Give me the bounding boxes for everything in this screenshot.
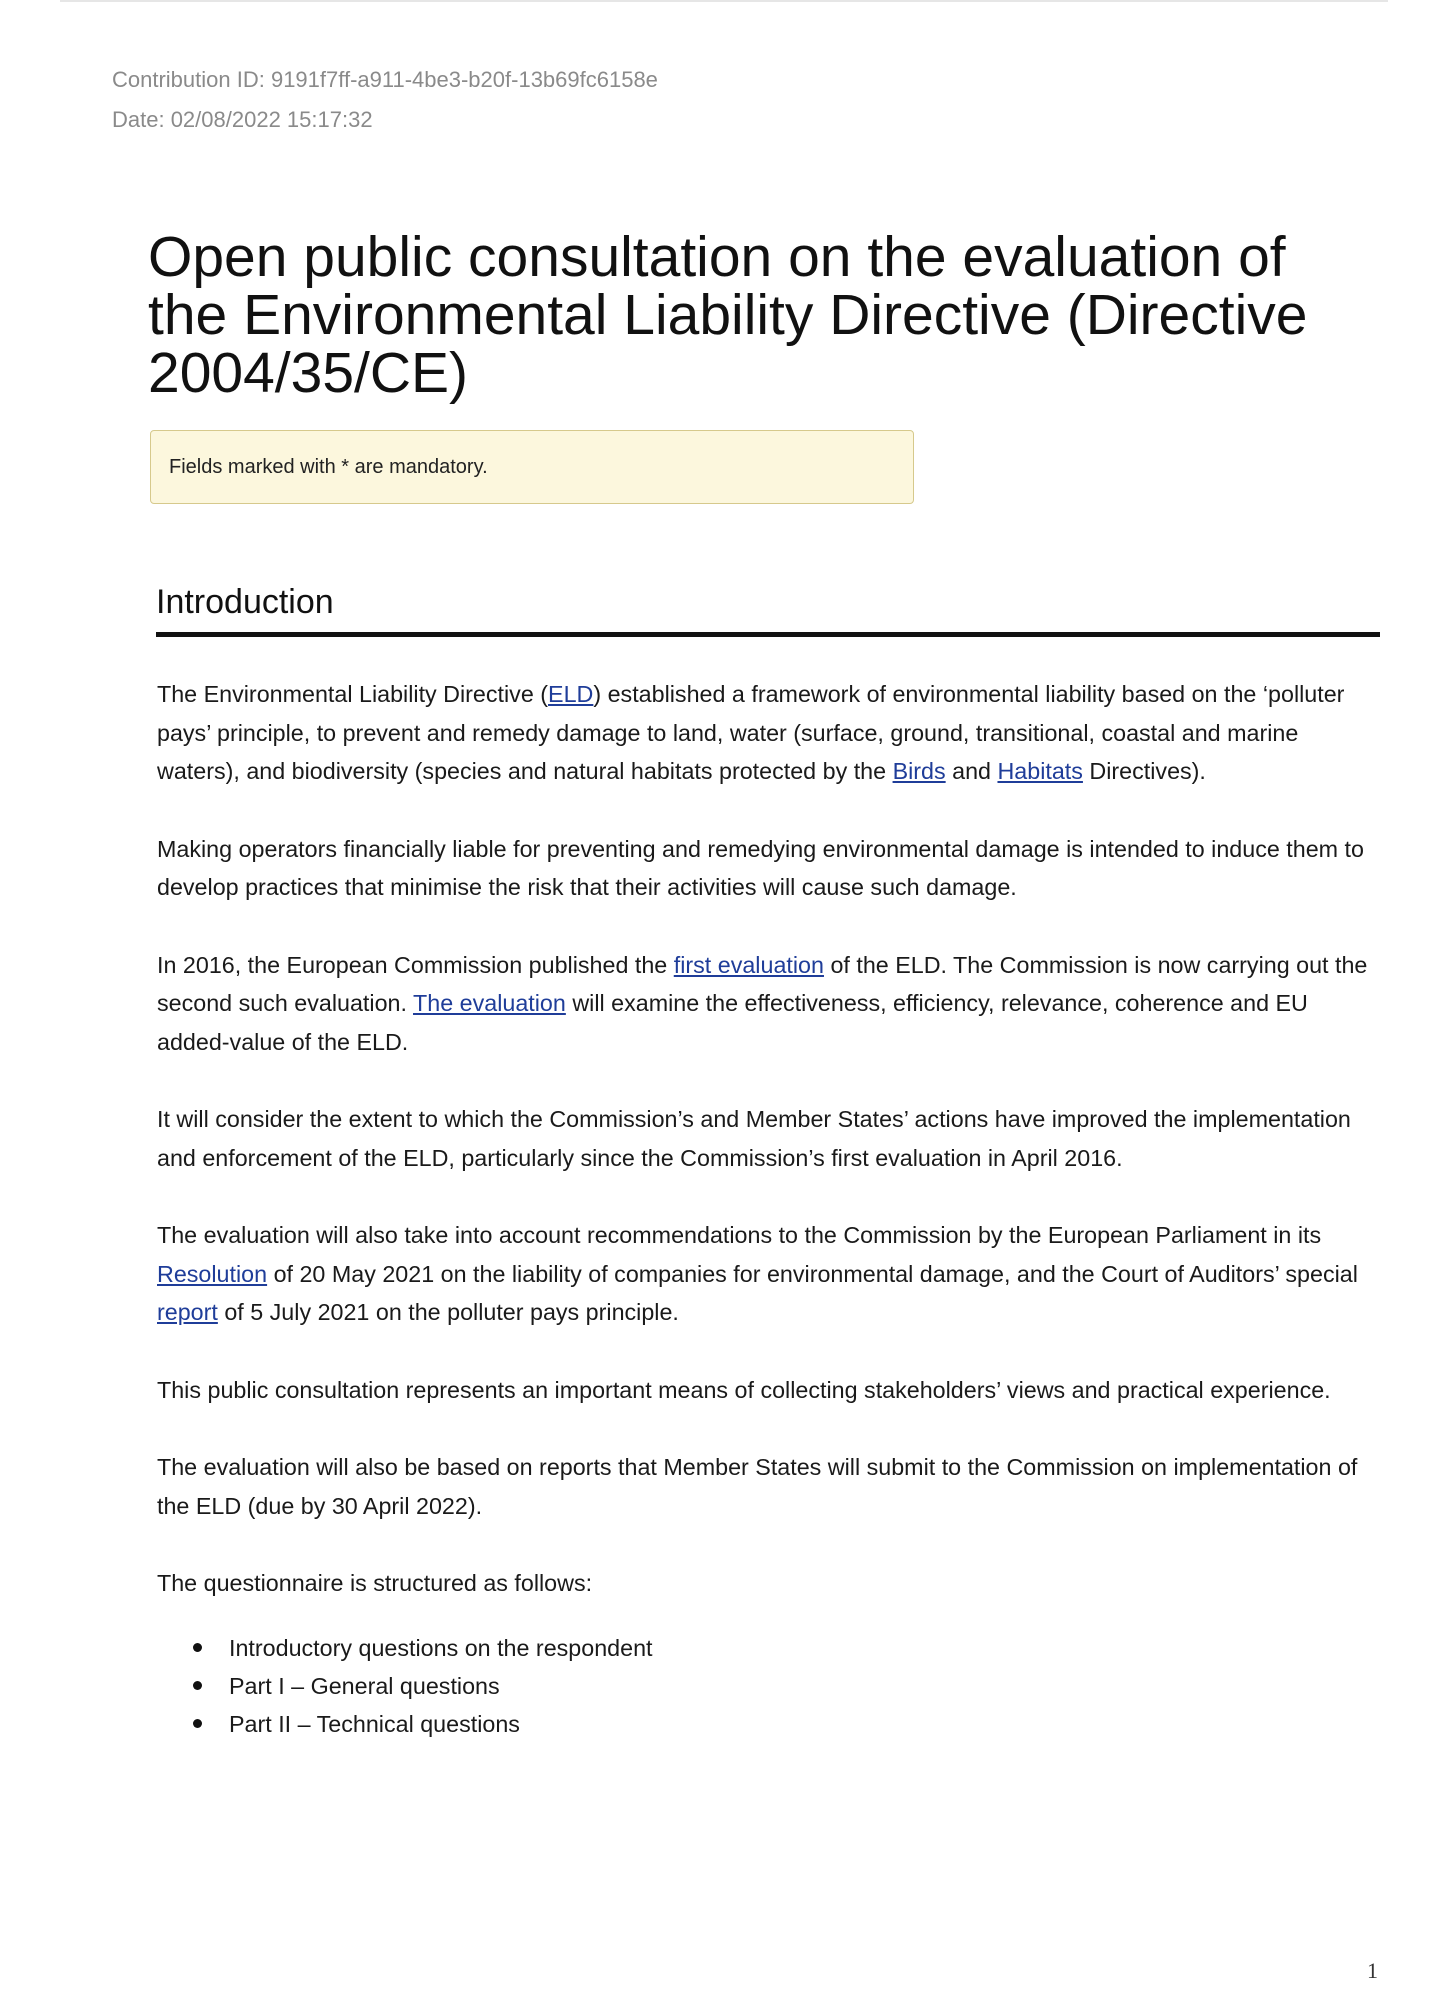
first-evaluation-link[interactable]: first evaluation bbox=[673, 951, 824, 978]
the-evaluation-link[interactable]: The evaluation bbox=[413, 990, 566, 1016]
paragraph-recommendations bbox=[157, 1216, 1385, 1332]
page-title: Open public consultation on the evaluation of the Environmental Liability Directive (Directive 2004/35/CE) bbox=[148, 225, 1308, 405]
text-span: of 5 July 2021 on the polluter pays principle. bbox=[217, 1299, 679, 1325]
paragraph-financial-liability: Making operators financially liable for preventing and remedying environmental damage is intended to induce them to develop practices that minimise the risk that their activities will cause such damage. bbox=[157, 835, 1364, 900]
text-span: will examine the effectiveness, efficiency, relevance, coherence and EU added-value of the ELD. bbox=[157, 990, 1308, 1055]
list-item: Introductory questions on the respondent bbox=[229, 1629, 1385, 1667]
text-span: Directives). bbox=[1082, 758, 1206, 784]
contribution-date: Date: 02/08/2022 15:17:32 bbox=[112, 107, 373, 132]
paragraph-eld-framework bbox=[157, 675, 1385, 791]
list-item: Part II – Technical questions bbox=[229, 1705, 1385, 1743]
introduction-body bbox=[157, 675, 1385, 1743]
contribution-id: Contribution ID: 9191f7ff-a911-4be3-b20f-13b69fc6158e bbox=[112, 67, 658, 92]
contribution-meta bbox=[112, 60, 658, 140]
text-span: of 20 May 2021 on the liability of companies for environmental damage, and the Court of Auditors’ special bbox=[267, 1260, 1358, 1287]
section-heading bbox=[156, 582, 1380, 637]
paragraph-evaluation bbox=[157, 946, 1385, 1062]
eld-link[interactable]: ELD bbox=[548, 681, 594, 707]
paragraph-consultation-purpose: This public consultation represents an important means of collecting stakeholders’ views and practical experience. bbox=[157, 1376, 1331, 1403]
report-link[interactable]: report bbox=[157, 1299, 218, 1325]
section-heading-text: Introduction bbox=[156, 583, 334, 621]
paragraph-member-state-reports: The evaluation will also be based on reports that Member States will submit to the Commission on implementation of the ELD (due by 30 April 2022). bbox=[157, 1454, 1358, 1519]
questionnaire-parts-list bbox=[157, 1629, 1385, 1743]
mandatory-fields-notice-text: Fields marked with * are mandatory. bbox=[169, 455, 488, 478]
paragraph-questionnaire-structure: The questionnaire is structured as follows: bbox=[157, 1570, 593, 1596]
list-item: Part I – General questions bbox=[229, 1667, 1385, 1705]
text-span: The Environmental Liability Directive ( bbox=[157, 681, 549, 707]
text-span: ) established a framework of environmental liability based on the ‘polluter pays’ principle, to prevent and remedy damage to land, water (surface, ground, transitional, coastal and marine waters), and biodiversity (species and natural habitats protected by the bbox=[157, 681, 1345, 784]
habitats-link[interactable]: Habitats bbox=[997, 758, 1083, 784]
text-span: and bbox=[945, 758, 998, 784]
paragraph-scope: It will consider the extent to which the Commission’s and Member States’ actions have improved the implementation and enforcement of the ELD, particularly since the Commission’s first evaluation in April 2016. bbox=[157, 1106, 1351, 1171]
text-span: The evaluation will also take into account recommendations to the Commission by the European Parliament in its bbox=[157, 1222, 1322, 1248]
page-number: 1 bbox=[1367, 1958, 1378, 1983]
mandatory-fields-notice bbox=[150, 430, 914, 504]
text-span: of the ELD. The Commission is now carrying out the second such evaluation. bbox=[157, 951, 1368, 1016]
page-top-edge bbox=[60, 0, 1388, 2]
birds-link[interactable]: Birds bbox=[892, 758, 946, 784]
resolution-link[interactable]: Resolution bbox=[157, 1260, 268, 1287]
text-span: In 2016, the European Commission published the bbox=[157, 951, 674, 978]
